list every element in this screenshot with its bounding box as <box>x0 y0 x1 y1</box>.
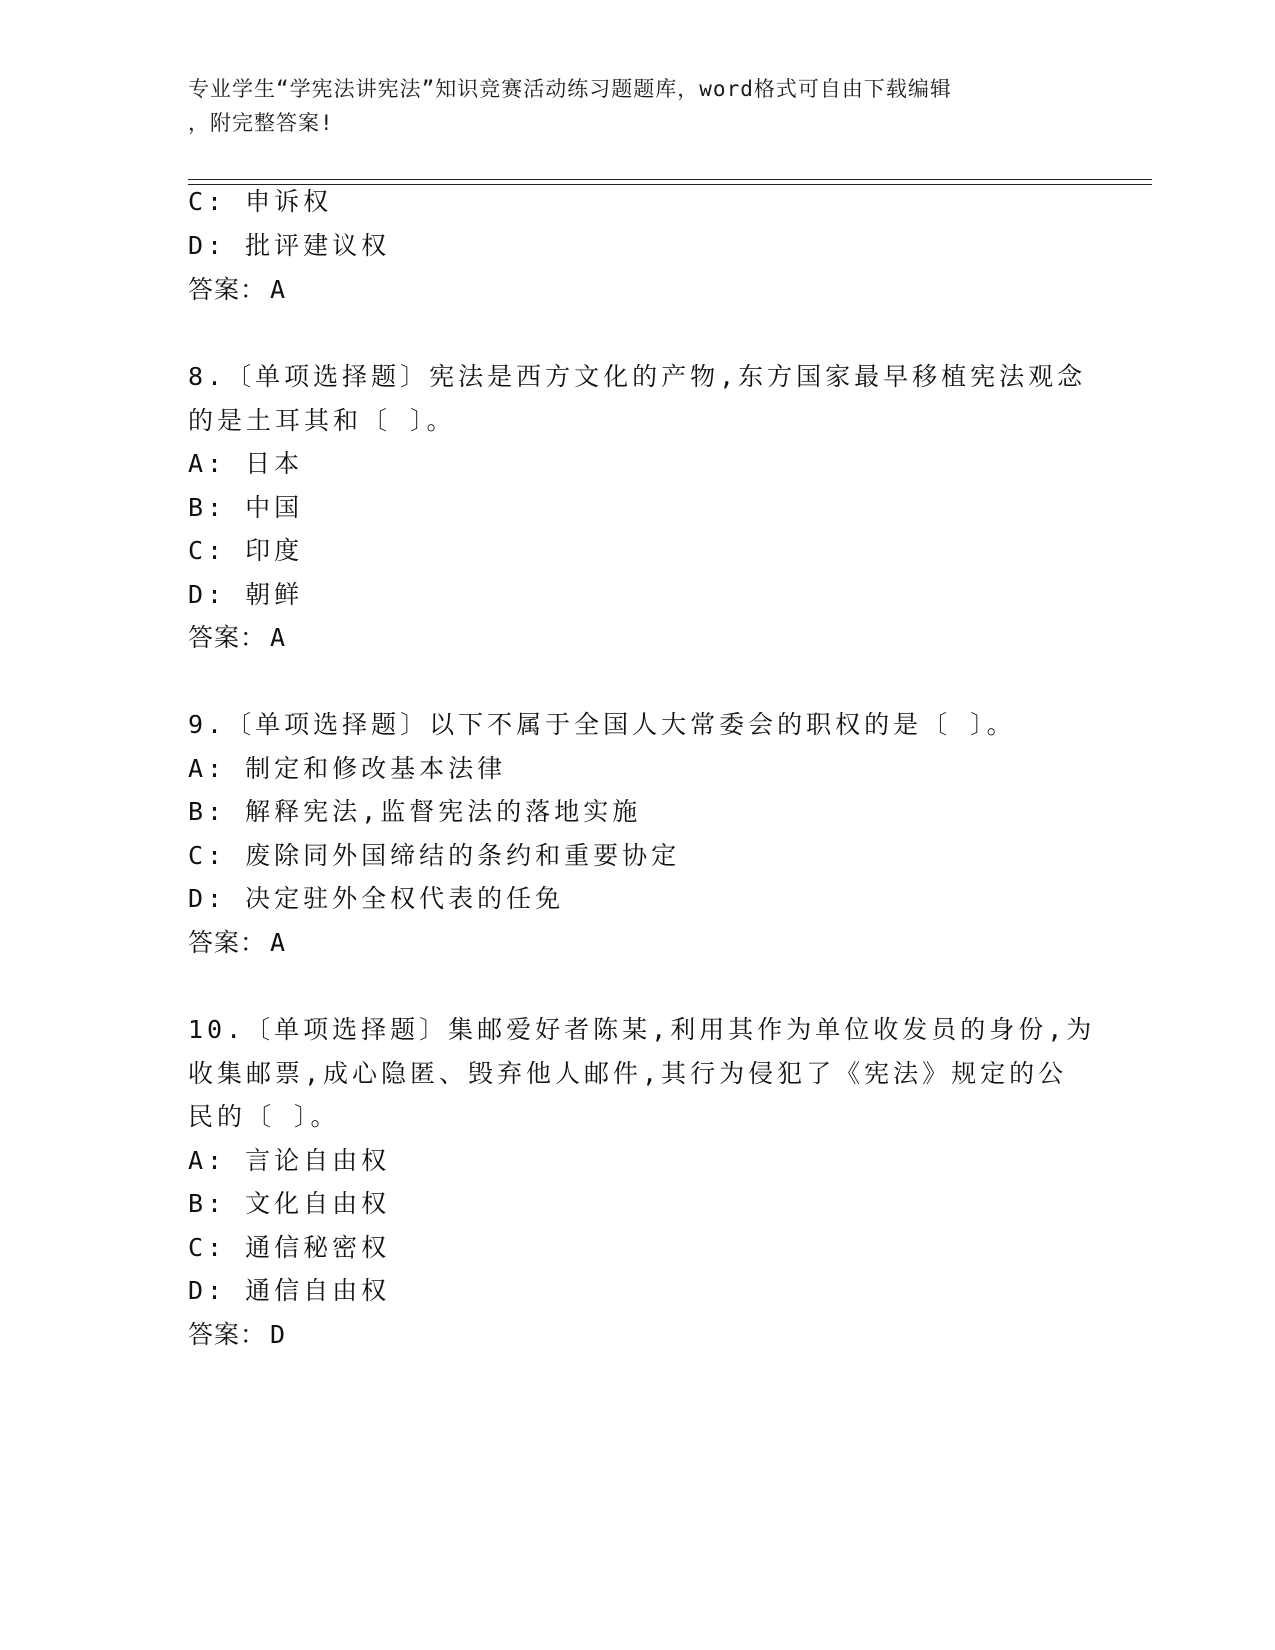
q10-stem-line-3: 民的〔 〕。 <box>188 1102 340 1131</box>
answer-label: 答案： <box>188 928 267 957</box>
q10-stem-line-1: 10.〔单项选择题〕集邮爱好者陈某,利用其作为单位收发员的身份,为 <box>188 1015 1096 1044</box>
q9-option-d: D: 决定驻外全权代表的任免 <box>188 884 565 913</box>
prev-answer <box>188 275 286 305</box>
q10-option-c: C: 通信秘密权 <box>188 1233 391 1262</box>
q9-option-c: C: 废除同外国缔结的条约和重要协定 <box>188 841 681 870</box>
header-title-line-1: 专业学生“学宪法讲宪法”知识竞赛活动练习题题库，word格式可自由下载编辑 <box>188 77 952 101</box>
q10-answer <box>188 1320 286 1350</box>
q8-option-d: D: 朝鲜 <box>188 580 304 609</box>
q10-option-d: D: 通信自由权 <box>188 1276 391 1305</box>
answer-value: A <box>270 928 287 957</box>
header-title-line-2: ，附完整答案! <box>188 111 334 135</box>
prev-option-d: D: 批评建议权 <box>188 231 391 260</box>
q8-option-a: A: 日本 <box>188 449 304 478</box>
answer-value: A <box>270 623 287 652</box>
q10-option-a: A: 言论自由权 <box>188 1146 391 1175</box>
q9-option-a: A: 制定和修改基本法律 <box>188 754 507 783</box>
answer-value: A <box>270 275 287 304</box>
header-divider-bottom <box>188 184 1152 185</box>
answer-label: 答案： <box>188 623 267 652</box>
q9-stem-line-1: 9.〔单项选择题〕以下不属于全国人大常委会的职权的是〔 〕。 <box>188 710 1016 739</box>
q8-answer <box>188 623 286 653</box>
q10-option-b: B: 文化自由权 <box>188 1189 391 1218</box>
header-divider-top <box>188 179 1152 180</box>
q10-stem-line-2: 收集邮票,成心隐匿、毁弃他人邮件,其行为侵犯了《宪法》规定的公 <box>188 1059 1068 1088</box>
q8-stem-line-1: 8.〔单项选择题〕宪法是西方文化的产物,东方国家最早移植宪法观念 <box>188 362 1087 391</box>
q8-stem-line-2: 的是土耳其和〔 〕。 <box>188 406 456 435</box>
q8-option-b: B: 中国 <box>188 493 304 522</box>
answer-label: 答案： <box>188 275 267 304</box>
q8-option-c: C: 印度 <box>188 536 304 565</box>
answer-value: D <box>270 1320 287 1349</box>
q9-answer <box>188 928 286 958</box>
q9-option-b: B: 解释宪法,监督宪法的落地实施 <box>188 797 642 826</box>
answer-label: 答案： <box>188 1320 267 1349</box>
document-header <box>188 72 1068 140</box>
prev-option-c: C: 申诉权 <box>188 187 333 216</box>
